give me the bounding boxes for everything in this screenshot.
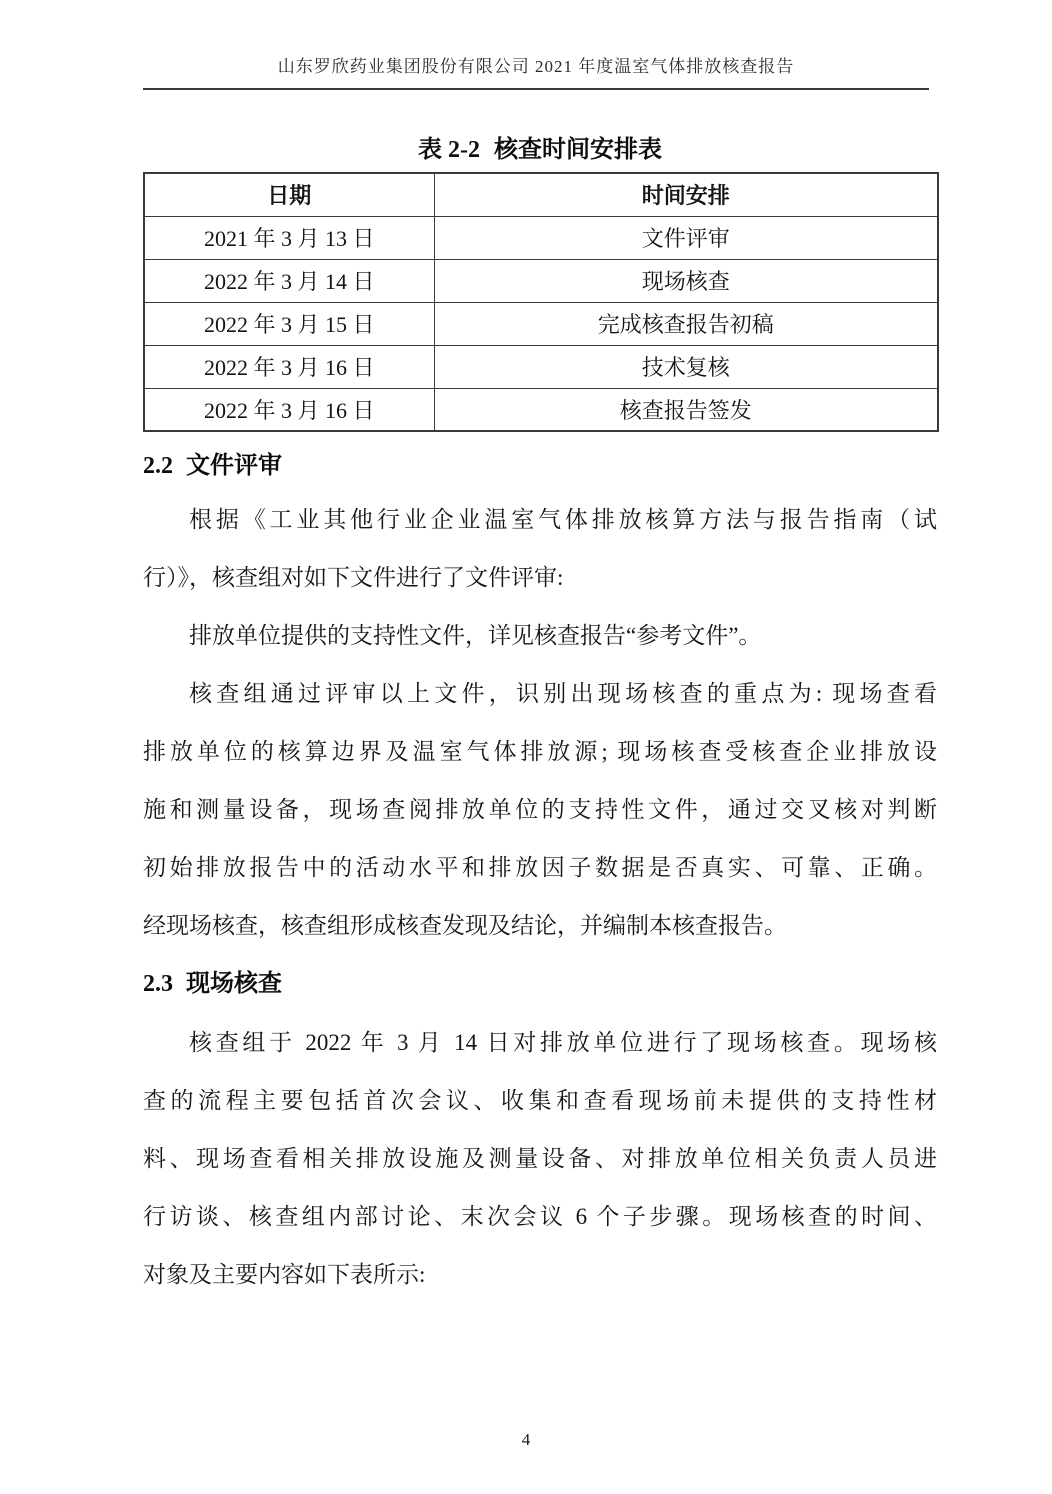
- table-row: [144, 345, 938, 388]
- paragraph-line: 料、现场查看相关排放设施及测量设备、对排放单位相关负责人员进: [143, 1146, 937, 1171]
- arrangement-cell: 完成核查报告初稿: [434, 302, 938, 345]
- date-cell: 2022 年 3 月 14 日: [144, 259, 434, 302]
- section-title: 现场核查: [186, 971, 282, 997]
- paragraph-line: 行访谈、核查组内部讨论、末次会议 6 个子步骤。现场核查的时间、: [143, 1204, 937, 1229]
- paragraph: [143, 1014, 937, 1304]
- table-row: [144, 302, 938, 345]
- paragraph-line: 核查组于 2022 年 3 月 14 日对排放单位进行了现场核查。现场核: [189, 1030, 937, 1055]
- table-row: [144, 388, 938, 431]
- date-cell: 2022 年 3 月 16 日: [144, 345, 434, 388]
- section-heading-2.3: [143, 969, 937, 999]
- section-heading-2.2: [143, 451, 937, 481]
- section-title: 文件评审: [186, 453, 282, 479]
- paragraph-line: 排放单位的核算边界及温室气体排放源; 现场核查受核查企业排放设: [143, 739, 937, 764]
- section-number: 2.2: [143, 453, 173, 479]
- column-header-date: 日期: [144, 173, 434, 216]
- column-header-arrangement: 时间安排: [434, 173, 938, 216]
- arrangement-cell: 现场核查: [434, 259, 938, 302]
- paragraph-line: 施和测量设备，现场查阅排放单位的支持性文件，通过交叉核对判断: [143, 797, 937, 822]
- paragraph-line: 根据《工业其他行业企业温室气体排放核算方法与报告指南（试: [189, 507, 937, 532]
- paragraph-line: 核查组通过评审以上文件，识别出现场核查的重点为: 现场查看: [189, 681, 937, 706]
- paragraph: [143, 665, 937, 955]
- schedule-table: [143, 172, 939, 432]
- page-number: 4: [521, 1430, 531, 1449]
- table-row: [144, 216, 938, 259]
- paragraph-line: 对象及主要内容如下表所示:: [143, 1262, 426, 1287]
- page-header: [143, 52, 929, 90]
- paragraph: [143, 607, 937, 665]
- table-caption: [143, 129, 937, 164]
- section-number: 2.3: [143, 971, 173, 997]
- paragraph-line: 初始排放报告中的活动水平和排放因子数据是否真实、可靠、正确。: [143, 855, 937, 880]
- table-row: [144, 259, 938, 302]
- paragraph-line: 行）》，核查组对如下文件进行了文件评审:: [143, 565, 564, 590]
- date-cell: 2022 年 3 月 16 日: [144, 388, 434, 431]
- header-title: 山东罗欣药业集团股份有限公司 2021 年度温室气体排放核查报告: [277, 57, 795, 76]
- table-caption-title: 核查时间安排表: [494, 137, 662, 163]
- paragraph-line: 经现场核查，核查组形成核查发现及结论，并编制本核查报告。: [143, 913, 787, 938]
- paragraph-line: 排放单位提供的支持性文件，详见核查报告“参考文件”。: [189, 623, 762, 648]
- arrangement-cell: 技术复核: [434, 345, 938, 388]
- date-cell: 2022 年 3 月 15 日: [144, 302, 434, 345]
- paragraph: [143, 491, 937, 607]
- paragraph-line: 查的流程主要包括首次会议、收集和查看现场前未提供的支持性材: [143, 1088, 937, 1113]
- arrangement-cell: 文件评审: [434, 216, 938, 259]
- table-caption-label: 表 2-2: [418, 137, 480, 163]
- table-header-row: [144, 173, 938, 216]
- arrangement-cell: 核查报告签发: [434, 388, 938, 431]
- date-cell: 2021 年 3 月 13 日: [144, 216, 434, 259]
- document-body: [143, 451, 937, 1304]
